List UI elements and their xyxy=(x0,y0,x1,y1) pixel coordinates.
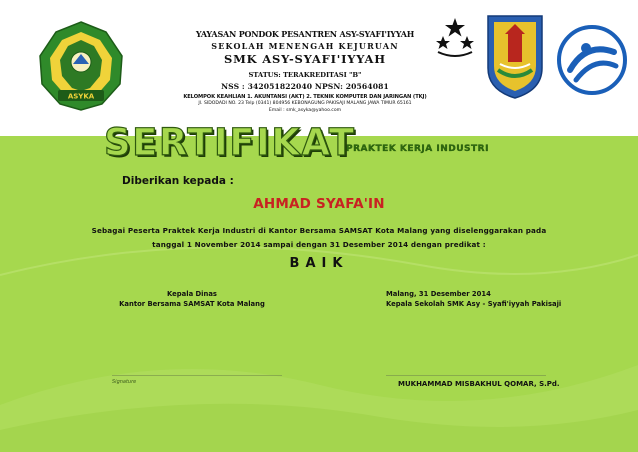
grade-predicate: BAIK xyxy=(289,256,349,271)
given-to-label: Diberikan kepada : xyxy=(122,175,234,187)
province-emblem-icon xyxy=(484,12,546,100)
school-level: SEKOLAH MENENGAH KEJURUAN xyxy=(211,40,399,51)
emblem-text: ASYKA xyxy=(67,92,95,101)
certificate-title: SERTIFIKAT xyxy=(104,121,356,164)
school-header xyxy=(120,30,490,113)
left-signature-line xyxy=(112,375,282,376)
accreditation-status: STATUS: TERAKREDITASI "B" xyxy=(248,70,362,79)
school-name: SMK ASY-SYAFI'IYYAH xyxy=(224,52,386,67)
certificate-subtitle: PRAKTEK KERJA INDUSTRI xyxy=(346,144,489,154)
school-address: Jl. SIDODADI NO. 23 Telp (0341) 804956 KEBONAGUNG PAKISAJI MALANG JAWA TIMUR 65161 xyxy=(198,101,412,107)
left-signer-org: Kantor Bersama SAMSAT Kota Malang xyxy=(119,299,265,308)
school-emblem-icon xyxy=(36,20,126,112)
left-signature-placeholder: Signature xyxy=(112,379,137,385)
school-ids: NSS : 342051822040 NPSN: 20564081 xyxy=(221,82,389,92)
right-place-date: Malang, 31 Desember 2014 xyxy=(386,290,491,298)
right-signer-title: Kepala Sekolah SMK Asy - Syafi'iyyah Pakisaji xyxy=(386,299,562,308)
statement-line-1: Sebagai Peserta Praktek Kerja Industri di Kantor Bersama SAMSAT Kota Malang yang diselenggarakan pada xyxy=(91,226,547,235)
school-email: Email : smk_asyka@yahoo.com xyxy=(268,107,342,113)
left-signer-title: Kepala Dinas xyxy=(167,290,217,298)
statement-line-2: tanggal 1 November 2014 sampai dengan 31 Desember 2014 dengan predikat : xyxy=(152,240,486,249)
right-signature-line xyxy=(386,375,546,376)
recipient-name: AHMAD SYAFA'IN xyxy=(253,196,385,212)
foundation-name: YAYASAN PONDOK PESANTREN ASY-SYAFI'IYYAH xyxy=(195,29,415,39)
blue-circle-logo-icon xyxy=(556,22,628,98)
left-signature-block xyxy=(92,290,292,310)
right-signer-name: MUKHAMMAD MISBAKHUL QOMAR, S.Pd. xyxy=(398,380,560,388)
expertise-programs: KELOMPOK KEAHLIAN 1. AKUNTANSI (AKT) 2. TEKNIK KOMPUTER DAN JARINGAN (TKJ) xyxy=(183,94,427,101)
right-signature-block xyxy=(386,290,626,310)
